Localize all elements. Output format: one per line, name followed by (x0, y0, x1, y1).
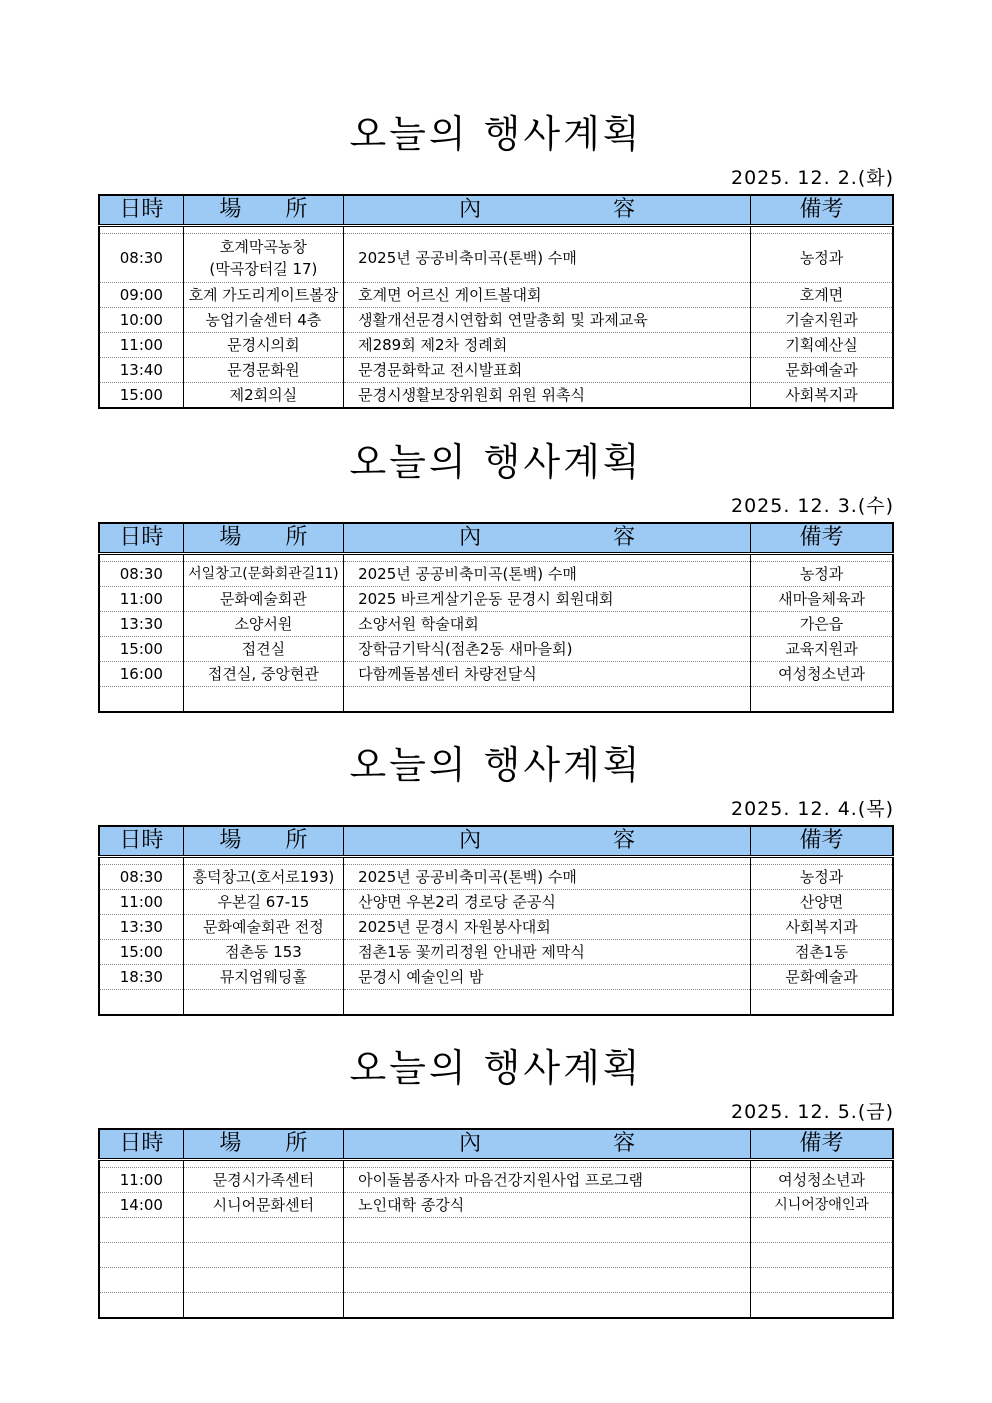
row-time (99, 1243, 183, 1268)
table-row (99, 1268, 893, 1293)
row-content: 문경시생활보장위원회 위원 위촉식 (344, 383, 751, 409)
row-note: 산양면 (751, 890, 893, 915)
row-time (99, 1218, 183, 1243)
table-row (99, 662, 893, 687)
table-row (99, 687, 893, 713)
row-content: 2025년 공공비축미곡(톤백) 수매 (344, 562, 751, 587)
row-time: 11:00 (99, 587, 183, 612)
table-row (99, 1218, 893, 1243)
row-content: 다함께돌봄센터 차량전달식 (344, 662, 751, 687)
section-title: 오늘의 행사계획 (349, 743, 643, 787)
row-place (183, 1293, 343, 1319)
row-note: 점촌1동 (751, 940, 893, 965)
row-content: 제289회 제2차 정례회 (344, 333, 751, 358)
row-place (183, 234, 343, 283)
row-time (99, 990, 183, 1016)
row-note: 문화예술과 (751, 965, 893, 990)
row-note: 사회복지과 (751, 383, 893, 409)
section-title: 오늘의 행사계획 (349, 1046, 643, 1090)
table-row (99, 308, 893, 333)
row-note (751, 1243, 893, 1268)
row-place (183, 990, 343, 1016)
table-row (99, 637, 893, 662)
row-content (344, 990, 751, 1016)
row-place: 우본길 67-15 (183, 890, 343, 915)
table-header (99, 826, 893, 857)
row-place (183, 1243, 343, 1268)
row-note: 새마을체육과 (751, 587, 893, 612)
schedule-table (98, 1128, 894, 1319)
section-date: 2025. 12. 5.(금) (731, 1101, 894, 1123)
table-row (99, 358, 893, 383)
row-time: 09:00 (99, 283, 183, 308)
place-line: 호계막곡농창 (219, 238, 307, 256)
row-place: 서일창고(문화회관길11) (183, 562, 343, 587)
table-header (99, 523, 893, 554)
table-row (99, 915, 893, 940)
section-date: 2025. 12. 2.(화) (731, 167, 894, 189)
table-row (99, 940, 893, 965)
table-row (99, 965, 893, 990)
row-time: 13:30 (99, 915, 183, 940)
row-place: 문경시의회 (183, 333, 343, 358)
header-time: 日時 (99, 1129, 183, 1160)
row-content: 문경시 예술인의 밤 (344, 965, 751, 990)
row-place: 접견실 (183, 637, 343, 662)
header-content: 內 容 (344, 1129, 751, 1160)
table-row (99, 1193, 893, 1218)
row-note: 가은읍 (751, 612, 893, 637)
row-time: 08:30 (99, 865, 183, 890)
row-place: 호계 가도리게이트볼장 (183, 283, 343, 308)
row-place: 제2회의실 (183, 383, 343, 409)
row-note: 여성청소년과 (751, 1168, 893, 1193)
row-place (183, 1268, 343, 1293)
row-time: 14:00 (99, 1193, 183, 1218)
row-content: 2025년 문경시 자원봉사대회 (344, 915, 751, 940)
section-title: 오늘의 행사계획 (349, 112, 643, 156)
schedule-table (98, 825, 894, 1016)
table-header (99, 1129, 893, 1160)
row-content (344, 1268, 751, 1293)
row-note: 여성청소년과 (751, 662, 893, 687)
row-time: 16:00 (99, 662, 183, 687)
row-content (344, 1243, 751, 1268)
row-note (751, 1293, 893, 1319)
row-content: 호계면 어르신 게이트볼대회 (344, 283, 751, 308)
row-time: 15:00 (99, 637, 183, 662)
row-note: 시니어장애인과 (751, 1193, 893, 1218)
row-content: 노인대학 종강식 (344, 1193, 751, 1218)
row-time: 11:00 (99, 890, 183, 915)
row-content: 소양서원 학술대회 (344, 612, 751, 637)
row-time: 08:30 (99, 562, 183, 587)
row-place (183, 687, 343, 713)
row-content: 아이돌봄종사자 마음건강지원사업 프로그램 (344, 1168, 751, 1193)
row-time: 15:00 (99, 383, 183, 409)
row-content: 문경문화학교 전시발표회 (344, 358, 751, 383)
row-place: 문화예술회관 (183, 587, 343, 612)
header-place: 場 所 (183, 1129, 343, 1160)
row-place: 접견실, 중앙현관 (183, 662, 343, 687)
place-line: (막곡장터길 17) (209, 260, 318, 278)
row-content: 생활개선문경시연합회 연말총회 및 과제교육 (344, 308, 751, 333)
row-note: 기획예산실 (751, 333, 893, 358)
row-content (344, 1218, 751, 1243)
row-note: 농정과 (751, 562, 893, 587)
row-content: 장학금기탁식(점촌2동 새마을회) (344, 637, 751, 662)
row-time: 13:40 (99, 358, 183, 383)
row-note (751, 687, 893, 713)
table-row (99, 890, 893, 915)
row-place: 뮤지엄웨딩홀 (183, 965, 343, 990)
row-note: 사회복지과 (751, 915, 893, 940)
row-time: 18:30 (99, 965, 183, 990)
table-row (99, 990, 893, 1016)
row-content: 점촌1동 꽃끼리정원 안내판 제막식 (344, 940, 751, 965)
table-row (99, 383, 893, 409)
header-note: 備考 (751, 195, 893, 226)
row-note: 기술지원과 (751, 308, 893, 333)
table-row (99, 612, 893, 637)
table-row (99, 1168, 893, 1193)
table-row (99, 865, 893, 890)
header-content: 內 容 (344, 195, 751, 226)
header-note: 備考 (751, 523, 893, 554)
row-place: 시니어문화센터 (183, 1193, 343, 1218)
table-row (99, 333, 893, 358)
row-content: 2025년 공공비축미곡(톤백) 수매 (344, 865, 751, 890)
row-place: 소양서원 (183, 612, 343, 637)
header-note: 備考 (751, 826, 893, 857)
header-note: 備考 (751, 1129, 893, 1160)
row-note (751, 990, 893, 1016)
table-row (99, 283, 893, 308)
section-date: 2025. 12. 3.(수) (731, 495, 894, 517)
row-place: 문경문화원 (183, 358, 343, 383)
row-place (183, 1218, 343, 1243)
table-row (99, 1293, 893, 1319)
section-date: 2025. 12. 4.(목) (731, 798, 894, 820)
row-content: 산양면 우본2리 경로당 준공식 (344, 890, 751, 915)
row-time: 08:30 (99, 234, 183, 283)
header-content: 內 容 (344, 826, 751, 857)
row-place: 문화예술회관 전정 (183, 915, 343, 940)
row-time: 11:00 (99, 1168, 183, 1193)
row-note: 교육지원과 (751, 637, 893, 662)
row-note: 농정과 (751, 865, 893, 890)
section-title: 오늘의 행사계획 (349, 440, 643, 484)
header-place: 場 所 (183, 523, 343, 554)
row-time (99, 687, 183, 713)
header-time: 日時 (99, 195, 183, 226)
row-content: 2025 바르게살기운동 문경시 회원대회 (344, 587, 751, 612)
table-row (99, 562, 893, 587)
schedule-table (98, 522, 894, 713)
header-place: 場 所 (183, 195, 343, 226)
row-content: 2025년 공공비축미곡(톤백) 수매 (344, 234, 751, 283)
row-time (99, 1268, 183, 1293)
row-content (344, 687, 751, 713)
header-time: 日時 (99, 523, 183, 554)
row-time: 10:00 (99, 308, 183, 333)
header-place: 場 所 (183, 826, 343, 857)
row-place: 문경시가족센터 (183, 1168, 343, 1193)
table-row (99, 1243, 893, 1268)
row-note (751, 1218, 893, 1243)
table-row (99, 587, 893, 612)
row-content (344, 1293, 751, 1319)
row-note: 농정과 (751, 234, 893, 283)
row-time (99, 1293, 183, 1319)
row-time: 13:30 (99, 612, 183, 637)
row-note (751, 1268, 893, 1293)
row-place: 농업기술센터 4층 (183, 308, 343, 333)
row-time: 15:00 (99, 940, 183, 965)
row-time: 11:00 (99, 333, 183, 358)
table-row (99, 234, 893, 283)
row-place: 점촌동 153 (183, 940, 343, 965)
header-time: 日時 (99, 826, 183, 857)
header-content: 內 容 (344, 523, 751, 554)
schedule-table (98, 194, 894, 409)
row-place: 흥덕창고(호서로193) (183, 865, 343, 890)
table-header (99, 195, 893, 226)
row-note: 문화예술과 (751, 358, 893, 383)
row-note: 호계면 (751, 283, 893, 308)
